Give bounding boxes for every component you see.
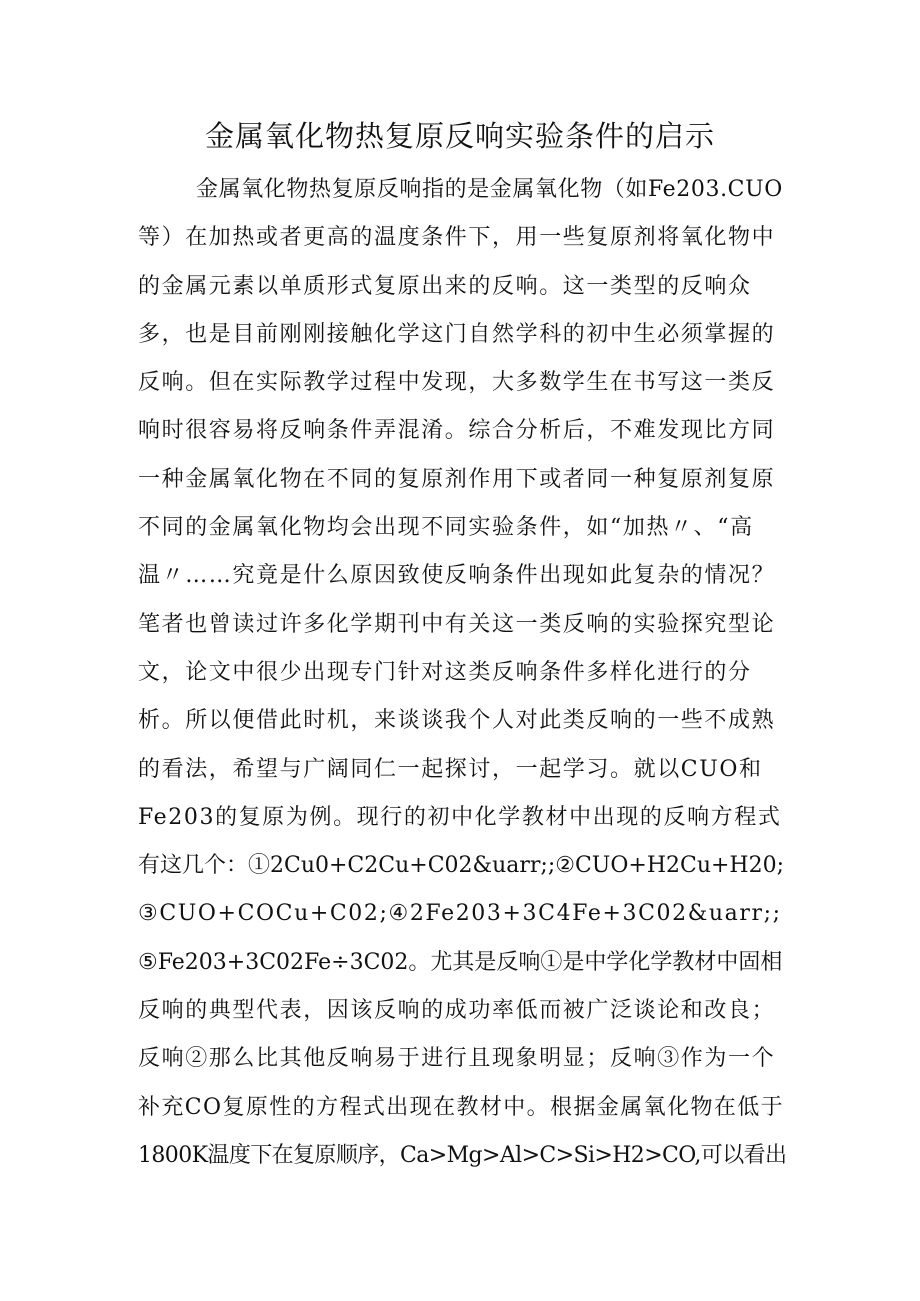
paragraph-line: 1800K温度下在复原顺序，Ca>Mg>Al>C>Si>H2>CO,可以看出 xyxy=(138,1142,787,1168)
paragraph-line: 的看法，希望与广阔同仁一起探讨，一起学习。就以CUO和 xyxy=(138,756,763,782)
paragraph-line: 等）在加热或者更高的温度条件下，用一些复原剂将氧化物中 xyxy=(138,225,776,251)
paragraph-line: 不同的金属氧化物均会出现不同实验条件，如“加热〃、“高 xyxy=(138,515,754,541)
paragraph-line: Fe203的复原为例。现行的初中化学教材中出现的反响方程式 xyxy=(138,804,782,830)
paragraph-line: ⑤Fe203+3C02Fe÷3C02。尤其是反响①是中学化学教材中固相 xyxy=(138,949,783,975)
paragraph-line: 文，论文中很少出现专门针对这类反响条件多样化进行的分 xyxy=(138,659,752,685)
paragraph-line: 反响。但在实际教学过程中发现，大多数学生在书写这一类反 xyxy=(138,370,776,396)
paragraph-line: 有这几个：①2Cu0+C2Cu+C02&uarr;;②CUO+H2Cu+H20; xyxy=(138,853,785,879)
paragraph-line: 析。所以便借此时机，来谈谈我个人对此类反响的一些不成熟 xyxy=(138,708,776,734)
paragraph-line: 反响②那么比其他反响易于进行且现象明显；反响③作为一个 xyxy=(138,1046,776,1072)
paragraph-line: 响时很容易将反响条件弄混淆。综合分析后，不难发现比方同 xyxy=(138,418,776,444)
paragraph-line: 温〃……究竟是什么原因致使反响条件出现如此复杂的情况？ xyxy=(138,563,776,589)
paragraph-line: 多，也是目前刚刚接触化学这门自然学科的初中生必须掌握的 xyxy=(138,321,776,347)
paragraph-line: 补充CO复原性的方程式出现在教材中。根据金属氧化物在低于 xyxy=(138,1094,785,1120)
document-body xyxy=(138,166,788,1180)
paragraph-line: 反响的典型代表，因该反响的成功率低而被广泛谈论和改良； xyxy=(138,998,776,1024)
document-title: 金属氧化物热复原反响实验条件的启示 xyxy=(204,119,715,153)
paragraph-line: 的金属元素以单质形式复原出来的反响。这一类型的反响众 xyxy=(138,273,752,299)
paragraph-line: 一种金属氧化物在不同的复原剂作用下或者同一种复原剂复原 xyxy=(138,466,776,492)
paragraph-line: 笔者也曾读过许多化学期刊中有关这一类反响的实验探究型论 xyxy=(138,611,776,637)
paragraph-line: ③CUO+COCu+C02;④2Fe203+3C4Fe+3C02&uarr;; xyxy=(138,901,782,927)
paragraph-line: 金属氧化物热复原反响指的是金属氧化物（如Fe203.CUO xyxy=(196,177,783,202)
